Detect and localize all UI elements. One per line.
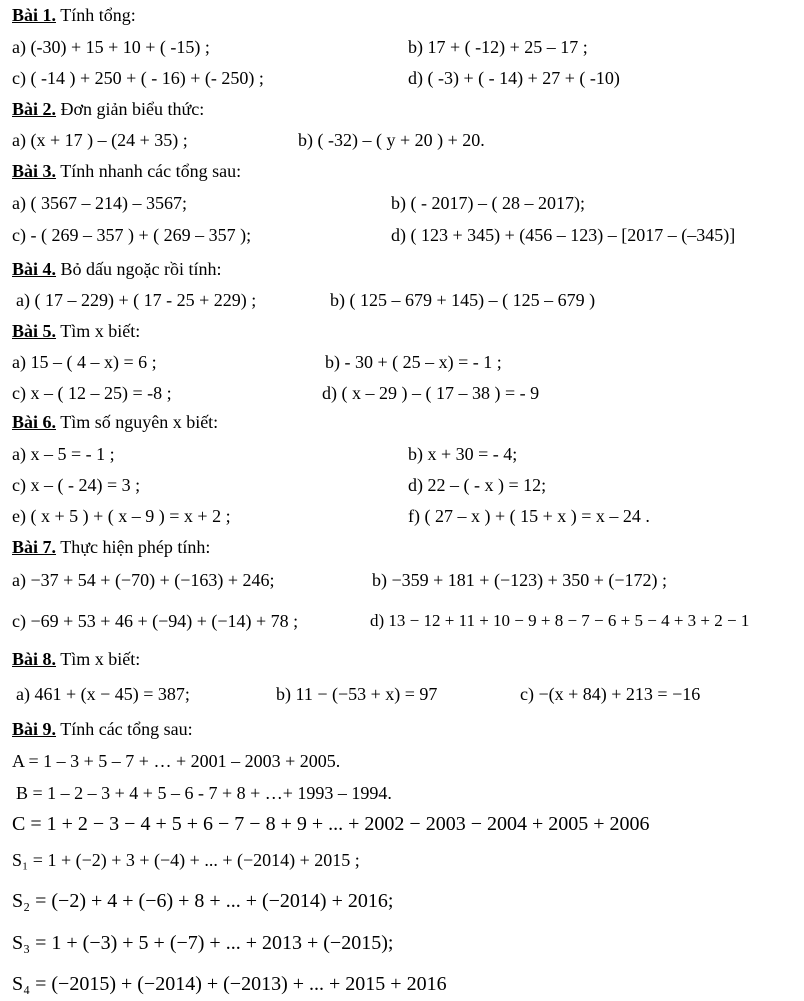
b1-b: b) 17 + ( -12) + 25 – 17 ; — [408, 37, 588, 57]
b1-title: Tính tổng: — [60, 5, 136, 25]
b2-b: b) ( -32) – ( y + 20 ) + 20. — [298, 130, 485, 150]
b6-title: Tìm số nguyên x biết: — [60, 412, 219, 432]
b8-title: Tìm x biết: — [60, 649, 141, 669]
b3-b: b) ( - 2017) – ( 28 – 2017); — [391, 193, 585, 213]
b9-S3: S₃ = 1 + (−3) + 5 + (−7) + ... + 2013 + (−2015); — [12, 932, 394, 954]
b7-title: Thực hiện phép tính: — [60, 537, 211, 557]
b9-S2: S₂ = (−2) + 4 + (−6) + 8 + ... + (−2014) + 2016; — [12, 890, 394, 912]
b5-d: d) ( x – 29 ) – ( 17 – 38 ) = - 9 — [322, 383, 540, 403]
b5-heading — [12, 320, 140, 342]
b7-a: a) −37 + 54 + (−70) + (−163) + 246; — [12, 570, 275, 590]
b9-A: A = 1 – 3 + 5 – 7 + … + 2001 – 2003 + 2005. — [12, 751, 341, 771]
b9-S4: S₄ = (−2015) + (−2014) + (−2013) + ... + 2015 + 2016 — [12, 973, 447, 995]
b2-label: Bài 2. — [12, 99, 57, 119]
b9-heading — [12, 718, 193, 740]
b8-c: c) −(x + 84) + 213 = −16 — [520, 684, 701, 704]
b1-a: a) (-30) + 15 + 10 + ( -15) ; — [12, 37, 210, 57]
b6-e: e) ( x + 5 ) + ( x – 9 ) = x + 2 ; — [12, 506, 231, 526]
b1-c: c) ( -14 ) + 250 + ( - 16) + (- 250) ; — [12, 68, 264, 88]
b3-a: a) ( 3567 – 214) – 3567; — [12, 193, 187, 213]
b5-c: c) x – ( 12 – 25) = -8 ; — [12, 383, 172, 403]
b2-a: a) (x + 17 ) – (24 + 35) ; — [12, 130, 188, 150]
b1-label: Bài 1. — [12, 5, 57, 25]
b5-b: b) - 30 + ( 25 – x) = - 1 ; — [325, 352, 502, 372]
b3-c: c) - ( 269 – 357 ) + ( 269 – 357 ); — [12, 225, 252, 245]
b4-label: Bài 4. — [12, 259, 57, 279]
b8-a: a) 461 + (x − 45) = 387; — [16, 684, 190, 704]
b9-B: B = 1 – 2 – 3 + 4 + 5 – 6 - 7 + 8 + …+ 1993 – 1994. — [16, 783, 392, 803]
b5-title: Tìm x biết: — [60, 321, 141, 341]
b8-label: Bài 8. — [12, 649, 57, 669]
b2-heading — [12, 98, 204, 120]
b4-b: b) ( 125 – 679 + 145) – ( 125 – 679 ) — [330, 290, 596, 310]
b7-d: d) 13 − 12 + 11 + 10 − 9 + 8 − 7 − 6 + 5 − 4 + 3 + 2 − 1 — [370, 611, 750, 630]
b1-d: d) ( -3) + ( - 14) + 27 + ( -10) — [408, 68, 620, 88]
b6-heading — [12, 411, 218, 433]
b9-S1: S₁ = 1 + (−2) + 3 + (−4) + ... + (−2014) + 2015 ; — [12, 850, 360, 870]
b5-a: a) 15 – ( 4 – x) = 6 ; — [12, 352, 157, 372]
b3-d: d) ( 123 + 345) + (456 – 123) – [2017 – (–345)] — [391, 225, 736, 245]
b8-b: b) 11 − (−53 + x) = 97 — [276, 684, 438, 704]
b9-label: Bài 9. — [12, 719, 57, 739]
b4-title: Bỏ dấu ngoặc rồi tính: — [60, 259, 222, 279]
b3-label: Bài 3. — [12, 161, 57, 181]
b1-heading — [12, 4, 136, 26]
b7-label: Bài 7. — [12, 537, 57, 557]
b4-a: a) ( 17 – 229) + ( 17 - 25 + 229) ; — [16, 290, 257, 310]
b6-a: a) x – 5 = - 1 ; — [12, 444, 115, 464]
b6-f: f) ( 27 – x ) + ( 15 + x ) = x – 24 . — [408, 506, 650, 526]
b7-heading — [12, 536, 210, 558]
b7-b: b) −359 + 181 + (−123) + 350 + (−172) ; — [372, 570, 668, 590]
b9-C: C = 1 + 2 − 3 − 4 + 5 + 6 − 7 − 8 + 9 + ... + 2002 − 2003 − 2004 + 2005 + 2006 — [12, 813, 650, 835]
b3-title: Tính nhanh các tổng sau: — [60, 161, 242, 181]
b6-d: d) 22 – ( - x ) = 12; — [408, 475, 547, 495]
b8-heading — [12, 648, 140, 670]
b9-title: Tính các tổng sau: — [60, 719, 193, 739]
b6-label: Bài 6. — [12, 412, 57, 432]
b3-heading — [12, 160, 241, 182]
b6-c: c) x – ( - 24) = 3 ; — [12, 475, 141, 495]
b7-c: c) −69 + 53 + 46 + (−94) + (−14) + 78 ; — [12, 611, 299, 631]
b4-heading — [12, 258, 222, 280]
b5-label: Bài 5. — [12, 321, 57, 341]
b2-title: Đơn giản biểu thức: — [60, 99, 205, 119]
b6-b: b) x + 30 = - 4; — [408, 444, 518, 464]
